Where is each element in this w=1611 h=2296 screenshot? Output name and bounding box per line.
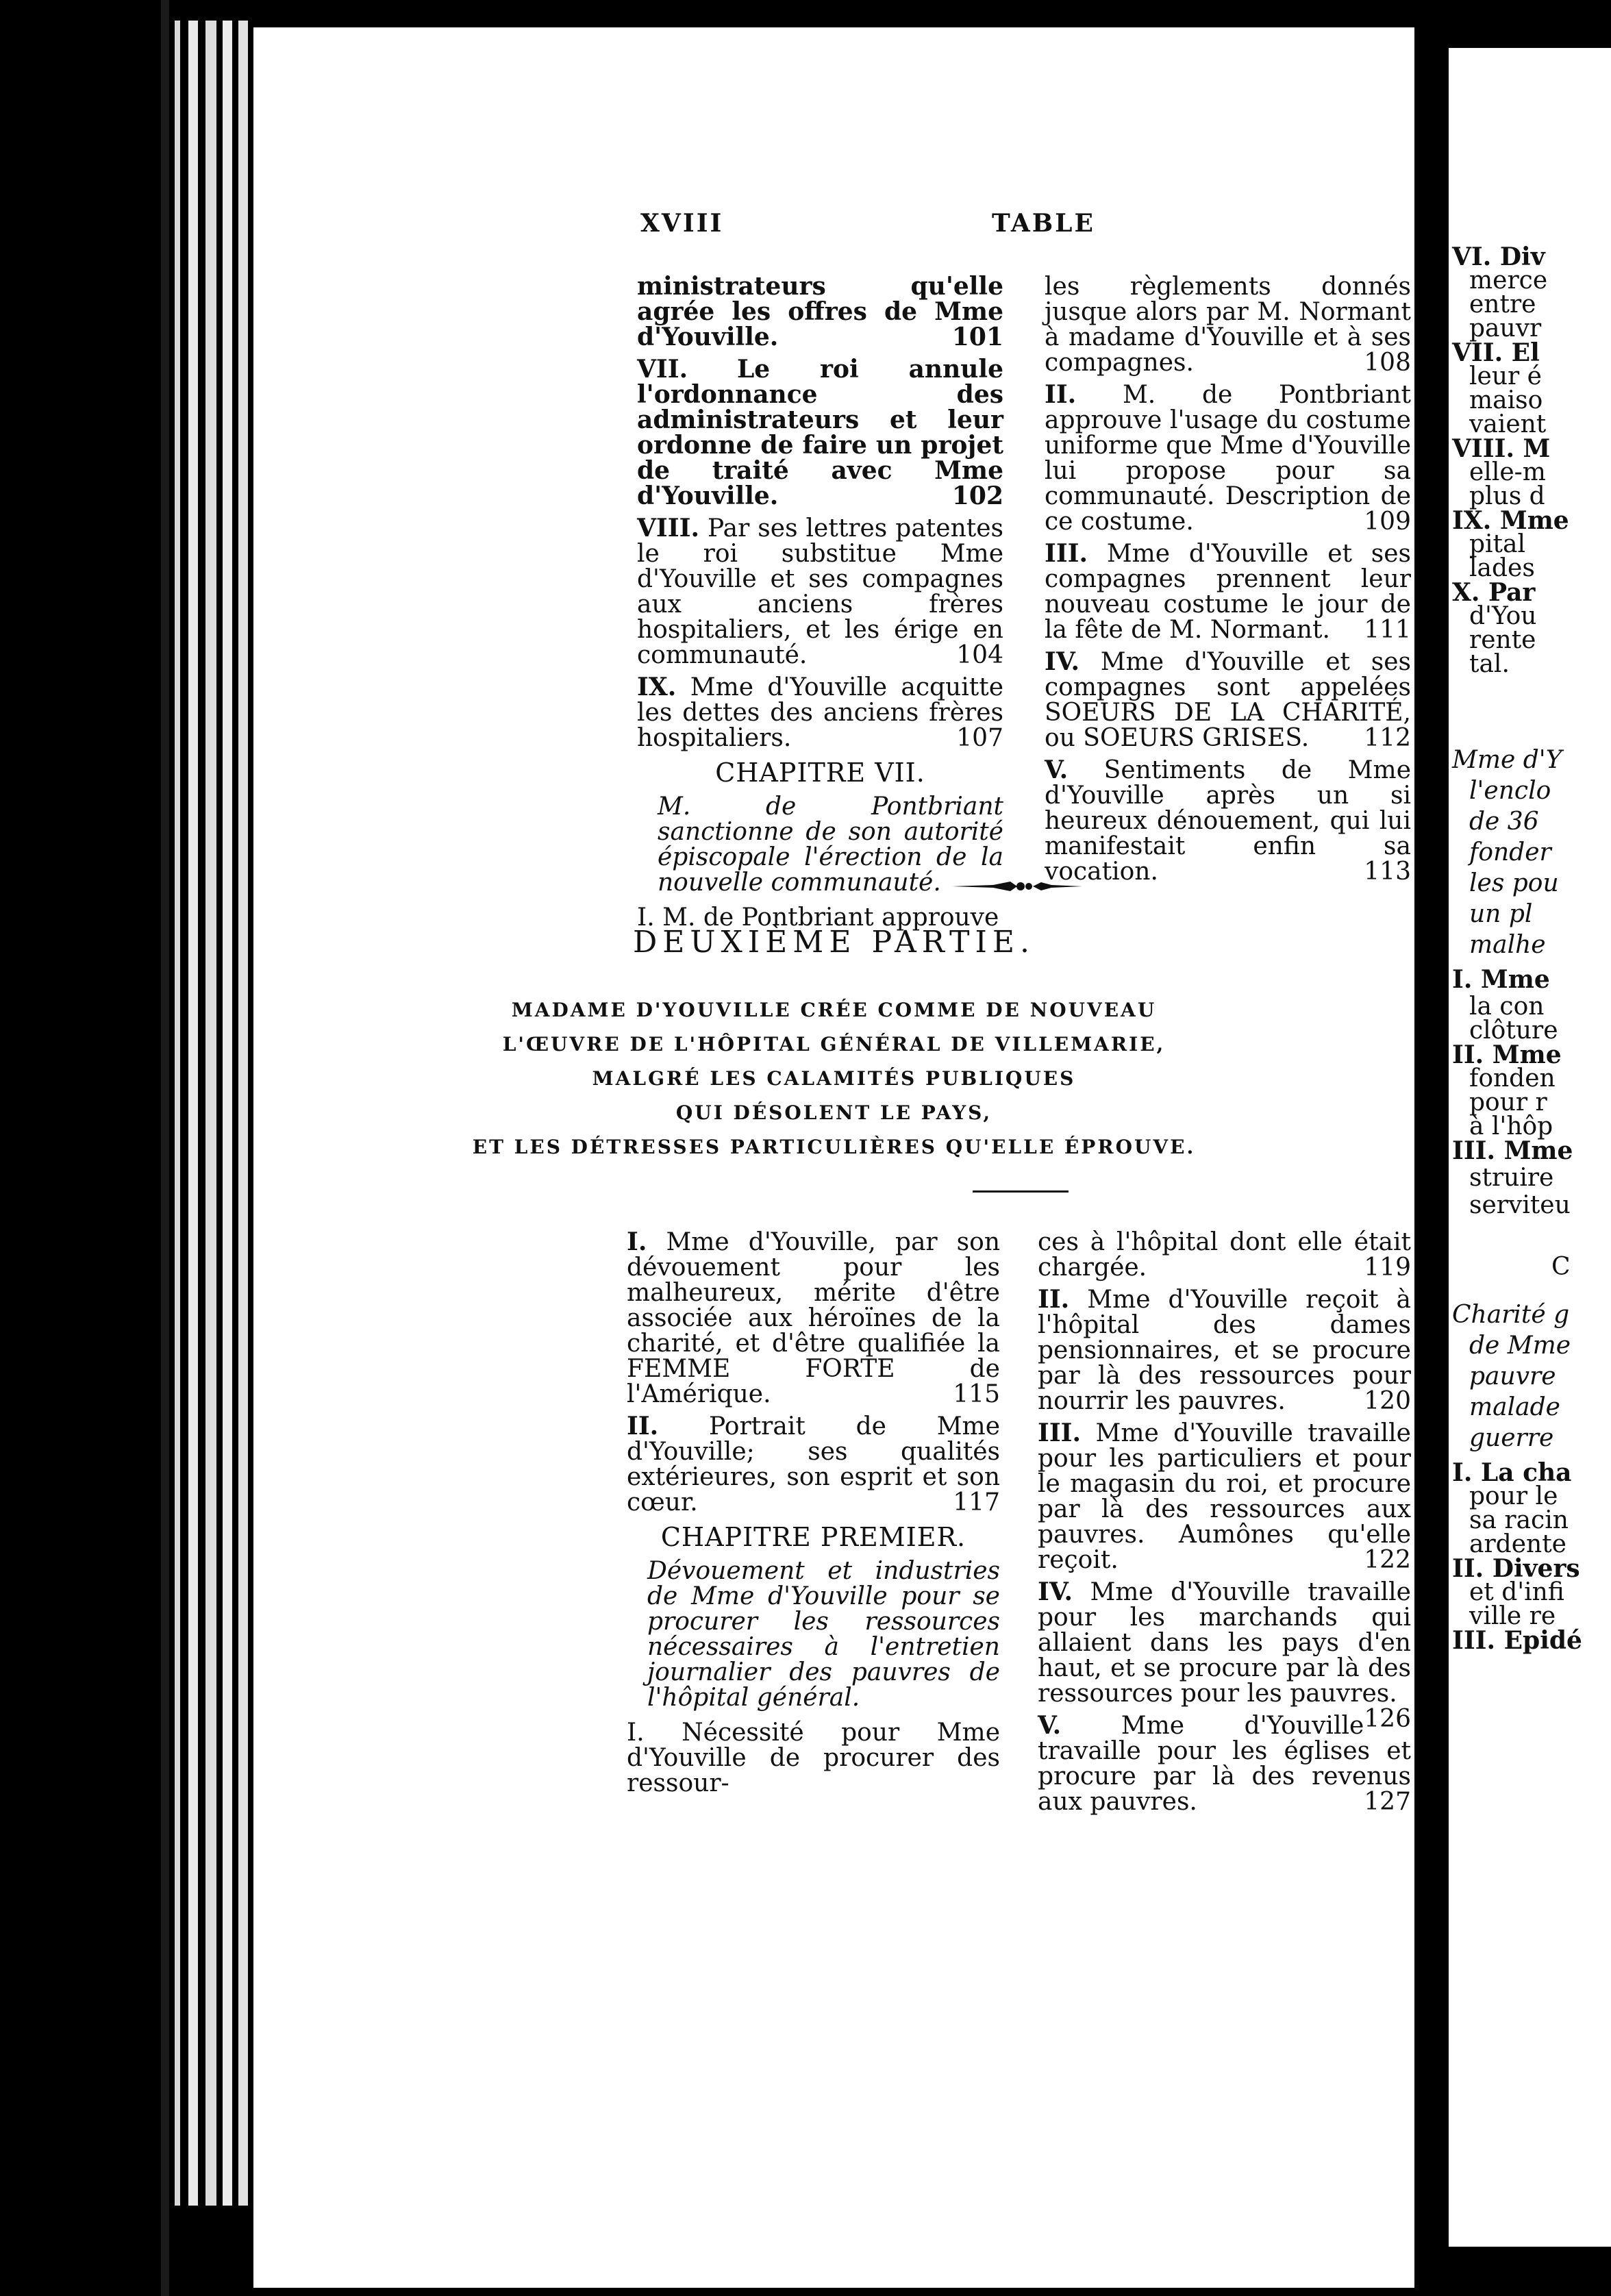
facing-page-line: rente <box>1469 626 1536 654</box>
facing-page-line: de Mme <box>1469 1332 1571 1360</box>
part-subtitle: MADAME D'YOUVILLE CRÉE COMME DE NOUVEAU L'ŒUVRE DE L'HÔPITAL GÉNÉRAL DE VILLEMARIE, MALGRÉ LES CALAMITÉS PUBLIQUES QUI DÉSOLENT LE PAYS, ET LES DÉTRESSES PARTICULIÈRES QU'ELLE ÉPROUVE. <box>472 999 1196 1158</box>
toc-entry: VII. Le roi annule l'ordonnance des administrateurs et leur ordonne de faire un projet de traité avec Mme d'Youville. 102 <box>637 355 1003 510</box>
facing-page-line: d'You <box>1469 602 1537 630</box>
facing-page-line: pital <box>1469 530 1526 558</box>
page-edge <box>238 21 248 2206</box>
facing-page-line: un pl <box>1469 900 1533 928</box>
facing-page-line: plus d <box>1469 482 1545 510</box>
facing-page-line: sa racin <box>1469 1506 1569 1534</box>
lower-left-column <box>627 1227 1001 1803</box>
chapter-summary: Dévouement et industries de Mme d'Youville pour se procurer les ressources nécessaires à l'entretien journalier des pauvres de l'hôpital général. <box>647 1557 1000 1712</box>
facing-page-line: et d'infi <box>1469 1578 1564 1606</box>
section-rule <box>973 1190 1069 1193</box>
facing-page-line: à l'hôp <box>1469 1112 1553 1140</box>
facing-page-line: l'enclo <box>1469 777 1551 805</box>
facing-page-line: I. La cha <box>1452 1458 1572 1487</box>
facing-page-line: de 36 <box>1469 808 1539 836</box>
page-edge <box>188 21 198 2206</box>
facing-page-line: II. Divers <box>1452 1554 1580 1583</box>
facing-page-line: IX. Mme <box>1452 506 1569 535</box>
toc-entry: I. M. de Pontbriant approuve <box>637 903 999 932</box>
page-edge <box>205 21 216 2206</box>
facing-page <box>1449 48 1611 2247</box>
toc-entry: V. Sentiments de Mme d'Youville après un si heureux dénouement, qui lui manifestait enfin sa vocation. 113 <box>1045 756 1411 886</box>
toc-entry: II. Portrait de Mme d'Youville; ses qualités extérieures, son esprit et son cœur. 117 <box>627 1412 1000 1517</box>
facing-page-line: guerre <box>1469 1424 1554 1452</box>
facing-page-line: elle-m <box>1469 458 1546 486</box>
toc-entry: ces à l'hôpital dont elle était chargée. 119 <box>1038 1228 1411 1282</box>
facing-page-line: II. Mme <box>1452 1040 1562 1069</box>
page-edge <box>175 21 180 2206</box>
facing-page-line: C <box>1551 1253 1571 1281</box>
facing-page-line: struire <box>1469 1164 1554 1192</box>
facing-page-line: maiso <box>1469 386 1543 414</box>
toc-entry: II. M. de Pontbriant approuve l'usage du costume uniforme que Mme d'Youville lui propose pour sa communauté. Description de ce costume. 109 <box>1045 380 1411 536</box>
toc-entry: IV. Mme d'Youville et ses compagnes sont appelées SOEURS DE LA CHARITÉ, ou SOEURS GRISES. 112 <box>1045 647 1411 752</box>
upper-left-column <box>637 274 1003 937</box>
facing-page-line: I. Mme <box>1452 965 1550 994</box>
scan-streak <box>161 0 169 2296</box>
facing-page-line: lades <box>1469 554 1535 582</box>
toc-entry: I. Mme d'Youville, par son dévouement pour les malheureux, mérite d'être associée aux héroïnes de la charité, et d'être qualifiée la FEMME FORTE de l'Amérique. 115 <box>627 1227 1001 1408</box>
lower-right-column <box>1038 1230 1411 1821</box>
toc-entry: III. Mme d'Youville travaille pour les particuliers et pour le magasin du roi, et procure par là des ressources aux pauvres. Aumônes qu'elle reçoit. 122 <box>1038 1419 1411 1574</box>
toc-entry: I. Nécessité pour Mme d'Youville de procurer des ressour- <box>627 1719 1000 1797</box>
page-edge <box>223 21 232 2206</box>
toc-entry: III. Mme d'Youville et ses compagnes prennent leur nouveau costume le jour de la fête de M. Normant. 111 <box>1045 539 1411 644</box>
facing-page-line: Charité g <box>1452 1301 1570 1329</box>
facing-page-line: tal. <box>1469 650 1510 678</box>
toc-entry: les règlements donnés jusque alors par M. Normant à madame d'Youville et à ses compagnes. 108 <box>1045 273 1411 377</box>
ornament-divider-icon <box>952 879 1082 894</box>
facing-page-line: VI. Div <box>1452 242 1545 271</box>
facing-page-line: pour r <box>1469 1088 1547 1116</box>
facing-page-line: VIII. M <box>1452 434 1551 463</box>
facing-page-line: la con <box>1469 993 1545 1021</box>
facing-page-line: leur é <box>1469 362 1542 390</box>
facing-page-line: X. Par <box>1452 578 1536 607</box>
facing-page-line: pauvr <box>1469 314 1542 342</box>
chapter-heading: CHAPITRE PREMIER. <box>660 1522 966 1552</box>
facing-page-line: ville re <box>1469 1602 1556 1630</box>
chapter-summary: M. de Pontbriant sanctionne de son autorité épiscopale l'érection de la nouvelle communauté. <box>658 793 1003 897</box>
facing-page-line: merce <box>1469 266 1548 295</box>
facing-page-line: ardente <box>1469 1530 1566 1558</box>
facing-page-line: pour le <box>1469 1482 1558 1510</box>
chapter-heading: CHAPITRE VII. <box>715 758 925 788</box>
facing-page-line: Mme d'Y <box>1452 746 1562 774</box>
facing-page-line: malhe <box>1469 931 1546 959</box>
part-title: DEUXIÈME PARTIE. <box>633 925 1035 960</box>
toc-entry: IX. Mme d'Youville acquitte les dettes des anciens frères hospitaliers. 107 <box>637 673 1003 752</box>
facing-page-line: pauvre <box>1469 1362 1556 1390</box>
facing-page-line: malade <box>1469 1393 1560 1421</box>
toc-entry: V. Mme d'Youville travaille pour les églises et procure par là des revenus aux pauvres. 127 <box>1038 1711 1411 1816</box>
running-head-title: TABLE <box>992 209 1095 238</box>
toc-entry: II. Mme d'Youville reçoit à l'hôpital des dames pensionnaires, et se procure par là des ressources pour nourrir les pauvres. 120 <box>1038 1285 1411 1415</box>
facing-page-line: III. Mme <box>1452 1136 1573 1165</box>
upper-right-column <box>1045 274 1411 891</box>
facing-page-line: les pou <box>1469 869 1559 897</box>
facing-page-line: III. Epidé <box>1452 1626 1582 1655</box>
facing-page-line: fonder <box>1469 838 1551 866</box>
facing-page-line: vaient <box>1469 410 1547 438</box>
toc-entry: ministrateurs qu'elle agrée les offres de Mme d'Youville. 101 <box>637 272 1003 351</box>
toc-entry: VIII. Par ses lettres patentes le roi substitue Mme d'Youville et ses compagnes aux anciens frères hospitaliers, et les érige en communauté. 104 <box>637 514 1003 669</box>
toc-entry: IV. Mme d'Youville travaille pour les marchands qui allaient dans les pays d'en haut, et se procure par là des ressources pour les pauvres. 126 <box>1038 1577 1411 1733</box>
facing-page-line: clôture <box>1469 1016 1558 1045</box>
page-number-roman: XVIII <box>640 209 724 238</box>
facing-page-line: fonden <box>1469 1064 1556 1093</box>
facing-page-line: entre <box>1469 290 1536 319</box>
facing-page-line: VII. El <box>1452 338 1540 367</box>
facing-page-line: serviteu <box>1469 1191 1571 1219</box>
